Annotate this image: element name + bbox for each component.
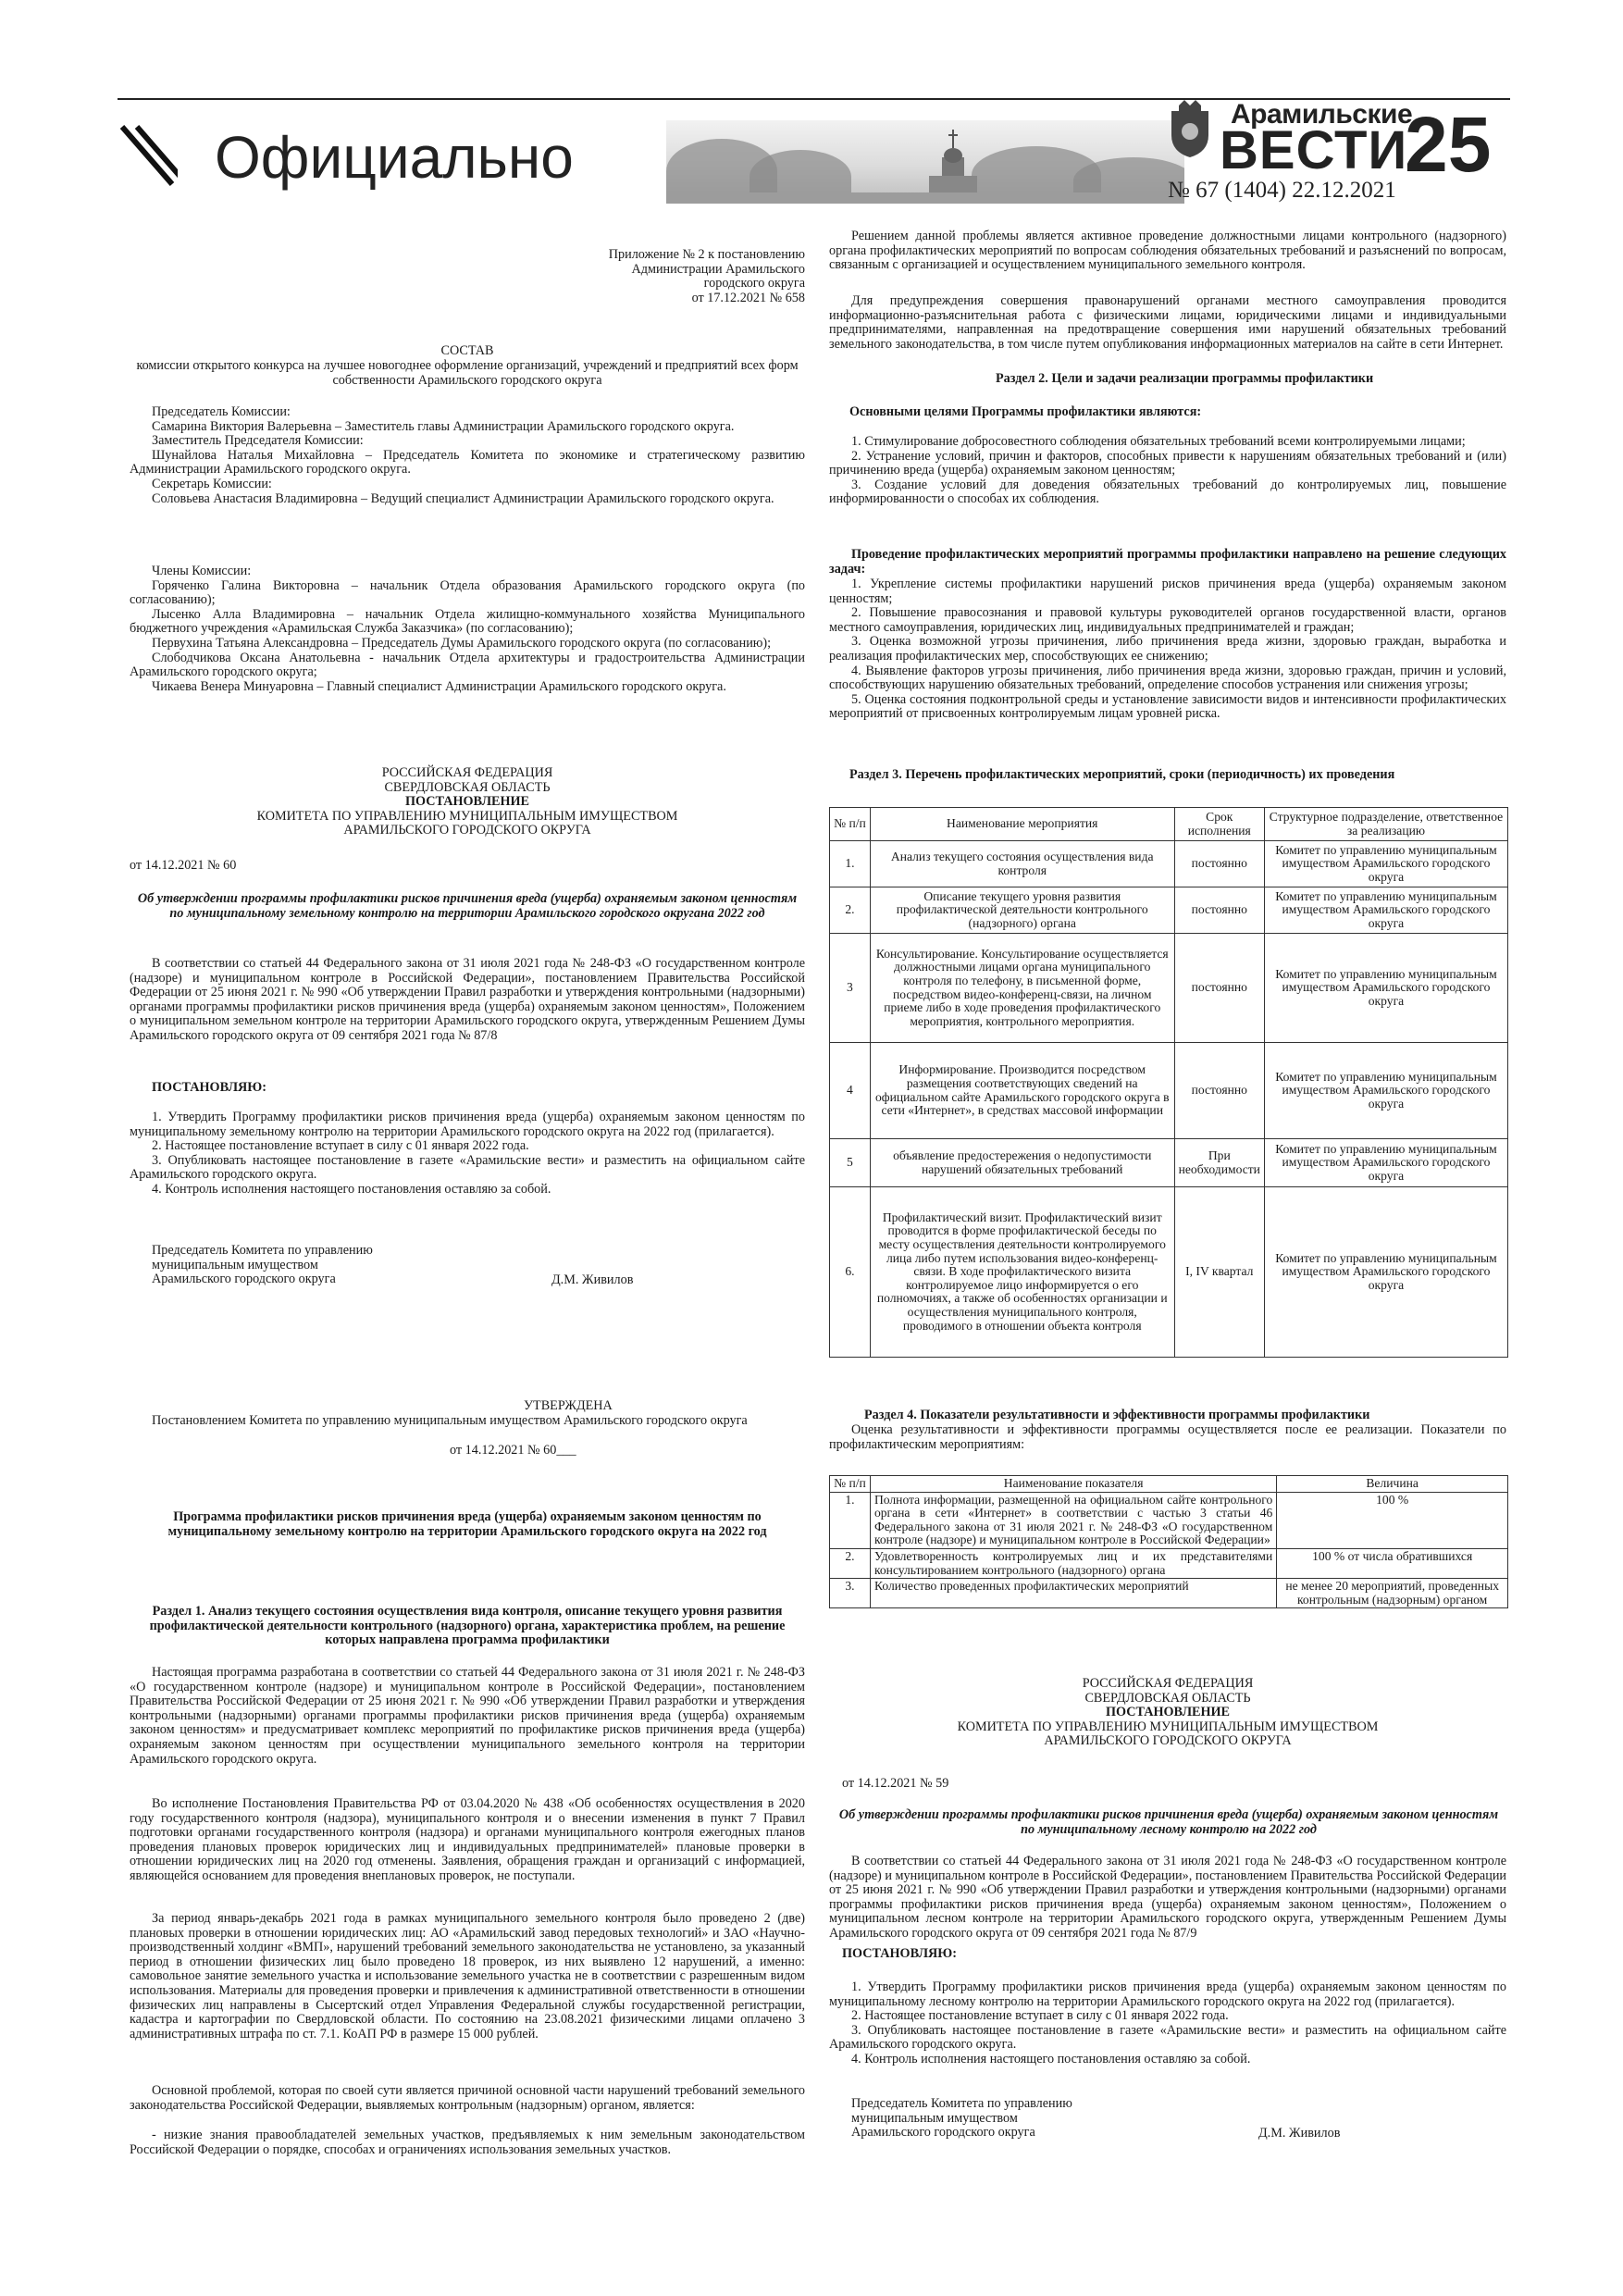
decree-item: 4. Контроль исполнения настоящего постановления оставляю за собой. bbox=[851, 2051, 1251, 2066]
decree-item: 2. Настоящее постановление вступает в силу с 01 января 2022 года. bbox=[851, 2008, 1229, 2024]
table-row bbox=[830, 1492, 1508, 1548]
cell-responsible: Комитет по управлению муниципальным имуществом Арамильского городского округа bbox=[1264, 934, 1507, 1043]
column-header: Срок исполнения bbox=[1174, 808, 1264, 841]
goal-item: 1. Стимулирование добросовестного соблюдения обязательных требований всеми контролируемыми лицами; bbox=[851, 434, 1466, 449]
cell-term: постоянно bbox=[1174, 887, 1264, 934]
table-row bbox=[830, 887, 1508, 934]
member-line: Соловьева Анастасия Владимировна – Ведущий специалист Администрации Арамильского городского округа. bbox=[152, 490, 774, 506]
tasks-list bbox=[829, 577, 1506, 722]
cell-term: постоянно bbox=[1174, 841, 1264, 887]
coat-of-arms-icon bbox=[1168, 98, 1212, 159]
section-1-paragraph: Во исполнение Постановления Правительства РФ от 03.04.2020 № 438 «Об особенностях осуществления в 2020 году государственного контроля (надзора), муниципального контроля и о внесении изменения в пункт 7 Правил подготовки органами государственного контроля (надзора) и органами муниципального контроля ежегодных планов проведения плановых проверок юридических лиц и индивидуальных предпринимателей» плановые проверки в отношении юридических лиц на 2020 год отменены. Заявления, обращения граждан и организаций с информацией, являющейся основанием для проведения внеплановых проверок, не поступали. bbox=[130, 1796, 805, 1883]
member-line: Слободчикова Оксана Анатольевна - начальник Отдела архитектуры и градостроительства Администрации Арамильского городского округа; bbox=[130, 650, 805, 680]
cell-term: При необходимости bbox=[1174, 1139, 1264, 1187]
approved-label: УТВЕРЖДЕНА bbox=[524, 1398, 613, 1413]
decree-items-60 bbox=[130, 1111, 805, 1198]
appendix-block bbox=[518, 248, 805, 305]
rf-line: РОССИЙСКАЯ ФЕДЕРАЦИЯ bbox=[381, 765, 553, 780]
table-row bbox=[830, 1043, 1508, 1139]
cell-term: постоянно bbox=[1174, 1043, 1264, 1139]
appendix-line: городского округа bbox=[703, 276, 805, 292]
cell-number: 1. bbox=[830, 1492, 871, 1548]
section-1-title: Раздел 1. Анализ текущего состояния осуществления вида контроля, описание текущего уровня развития профилактической деятельности контрольного (надзорного) органа, характеристика проблем, на решение которых направлена программа профилактики bbox=[149, 1604, 786, 1648]
section-2-title: Раздел 2. Цели и задачи реализации программы профилактики bbox=[996, 371, 1374, 386]
decree-body-59: В соответствии со статьей 44 Федерального закона от 31 июля 2021 года № 248-ФЗ «О государственном контроле (надзоре) и муниципальном контроле в Российской Федерации», постановлением Правительства Российской Федерации от 25 июня 2021 г. № 990 «Об утверждении Правил разработки и утверждения контрольными (надзорными) органами программы профилактики рисков причинения вреда (ущерба) охраняемым законом ценностям», Положением о муниципальном лесном контроле на территории Арамильского городского округа, утвержденным Решением Думы Арамильского городского округа от 09 сентября 2021 года № 87/9 bbox=[829, 1854, 1506, 1941]
section-1-paragraph: - низкие знания правообладателей земельных участков, предъявляемых к ним земельным законодательством Российской Федерации о порядке, способах и ограничениях использования земельных участков. bbox=[130, 2128, 805, 2157]
section-4-text: Оценка результативности и эффективности программы осуществляется после ее реализации. Показатели по профилактическим мероприятиям: bbox=[829, 1422, 1506, 1452]
member-line: Чикаева Венера Минуаровна – Главный специалист Администрации Арамильского городского округа. bbox=[152, 678, 726, 694]
section-3-title: Раздел 3. Перечень профилактических мероприятий, сроки (периодичность) их проведения bbox=[849, 767, 1395, 782]
cell-measure: Информирование. Производится посредством размещения соответствующих сведений на официальном сайте Арамильского городского округа в сети «Интернет», в средствах массовой информации bbox=[870, 1043, 1174, 1139]
decree-items-59 bbox=[829, 1980, 1506, 2067]
cell-responsible: Комитет по управлению муниципальным имуществом Арамильского городского округа bbox=[1264, 841, 1507, 887]
member-line: Самарина Виктория Валерьевна – Заместитель главы Администрации Арамильского городского округа. bbox=[152, 418, 735, 434]
cell-measure: Консультирование. Консультирование осуществляется должностными лицами органа муниципального контроля по телефону, в письменной форме, посредством видео-конференц-связи, на личном приеме либо в ходе проведения профилактического мероприятия, контрольного мероприятия. bbox=[870, 934, 1174, 1043]
column-header: Структурное подразделение, ответственное за реализацию bbox=[1264, 808, 1507, 841]
cell-number: 2. bbox=[830, 887, 871, 934]
header-photo-banner bbox=[666, 120, 1184, 204]
cell-measure: Профилактический визит. Профилактический визит проводится в форме профилактической беседы по месту осуществления деятельности контролируемого лица либо путем использования видео-конференц-связи. В ходе профилактического визита контролируемое лицо информируется о его полномочиях, а также об особенностях организации и осуществления муниципального контроля, проводимого в отношении объекта контроля bbox=[870, 1187, 1174, 1358]
member-line: Заместитель Председателя Комиссии: bbox=[152, 433, 364, 449]
logo-top: Арамильские bbox=[1231, 99, 1413, 130]
sign-line: муниципальным имуществом bbox=[851, 2110, 1018, 2126]
sostav-title: СОСТАВ bbox=[440, 343, 494, 358]
decree-word: ПОСТАНОВЛЕНИЕ bbox=[1105, 1705, 1231, 1720]
goals-title: Основными целями Программы профилактики являются: bbox=[849, 404, 1202, 419]
member-line: Секретарь Комиссии: bbox=[152, 476, 272, 491]
decree-item: 3. Опубликовать настоящее постановление в газете «Арамильские вести» и разместить на официальном сайте Арамильского городского округа. bbox=[829, 2022, 1506, 2053]
cell-indicator: Удовлетворенность контролируемых лиц и их представителями консультированием контрольного (надзорного) органа bbox=[870, 1548, 1276, 1578]
cell-responsible: Комитет по управлению муниципальным имуществом Арамильского городского округа bbox=[1264, 887, 1507, 934]
decree-title-59: Об утверждении программы профилактики рисков причинения вреда (ущерба) охраняемым законом ценностям по муниципальному лесному контролю на 2022 год bbox=[838, 1807, 1499, 1837]
column-header: Наименование мероприятия bbox=[870, 808, 1174, 841]
region-line: СВЕРДЛОВСКАЯ ОБЛАСТЬ bbox=[1084, 1690, 1251, 1706]
cell-number: 6. bbox=[830, 1187, 871, 1358]
member-line: Члены Комиссии: bbox=[152, 564, 252, 578]
cell-responsible: Комитет по управлению муниципальным имуществом Арамильского городского округа bbox=[1264, 1139, 1507, 1187]
cell-value: не менее 20 мероприятий, проведенных контрольным (надзорным) органом bbox=[1277, 1579, 1508, 1608]
page-number: 25 bbox=[1405, 101, 1492, 188]
section-1-paragraph: За период январь-декабрь 2021 года в рамках муниципального земельного контроля было проведено 2 (две) плановых проверки в отношении юридических лиц: АО «Арамильский завод передовых технологий» и ЗАО «Научно-производственный холдинг «ВМП», нарушений требований земельного законодательства не установлено, за указанный период в отношении физических лиц было проведено 18 проверок, из них выявлено 12 нарушений, а именно: самовольное занятие земельного участка и использование земельного участка не в соответствии с разрешенным видом использования. Материалы для проведения проверки и привлечения к административной ответственности в отношении физических лиц направлены в Сысертский отдел Управления Федеральной службы государственной регистрации, кадастра и картографии по Свердловской области. По состоянию на 23.08.2021 физическими лицами оплачено 3 административных штрафа по ст. 7.1. КоАП РФ в размере 15 000 рублей. bbox=[130, 1911, 805, 2042]
committee-line: КОМИТЕТА ПО УПРАВЛЕНИЮ МУНИЦИПАЛЬНЫМ ИМУЩЕСТВОМ bbox=[256, 808, 678, 824]
decree-header-60 bbox=[130, 766, 805, 838]
cell-number: 3 bbox=[830, 934, 871, 1043]
district-line: АРАМИЛЬСКОГО ГОРОДСКОГО ОКРУГА bbox=[1044, 1733, 1292, 1749]
right-paragraph: Решением данной проблемы является активное проведение должностными лицами контрольного (надзорного) органа профилактических мероприятий по вопросам соблюдения обязательных требований и разъяснений по вопросам, связанным с организацией и осуществлением муниципального земельного контроля. bbox=[829, 229, 1506, 273]
decree-item: 1. Утвердить Программу профилактики рисков причинения вреда (ущерба) охраняемым законом ценностям по муниципальному земельному контролю на территории Арамильского городского округа на 2022 год (прилагается). bbox=[130, 1110, 805, 1139]
program-title: Программа профилактики рисков причинения вреда (ущерба) охраняемым законом ценностям по муниципальному земельному контролю на территории Арамильского городского округа на 2022 год bbox=[167, 1509, 767, 1539]
task-item: 3. Оценка возможной угрозы причинения, либо причинения вреда жизни, здоровью граждан, выработка и реализация профилактических мер, способствующих ее снижению; bbox=[829, 634, 1506, 664]
goal-item: 3. Создание условий для доведения обязательных требований до контролируемых лиц, повышение информированности о способах их соблюдения. bbox=[829, 477, 1506, 507]
appendix-line: Приложение № 2 к постановлению bbox=[608, 247, 805, 262]
cell-number: 3. bbox=[830, 1579, 871, 1608]
decree-item: 3. Опубликовать настоящее постановление в газете «Арамильские вести» и разместить на официальном сайте Арамильского городского округа. bbox=[130, 1152, 805, 1183]
decree-date-60: от 14.12.2021 № 60 bbox=[130, 858, 237, 873]
table-row bbox=[830, 1548, 1508, 1578]
tasks-title: Проведение профилактических мероприятий программы профилактики направлено на решение следующих задач: bbox=[829, 547, 1506, 577]
decree-item: 4. Контроль исполнения настоящего постановления оставляю за собой. bbox=[152, 1181, 551, 1197]
cell-term: постоянно bbox=[1174, 934, 1264, 1043]
commission-members bbox=[130, 565, 805, 694]
column-header: Величина bbox=[1277, 1476, 1508, 1493]
section-1-paragraph: Настоящая программа разработана в соответствии со статьей 44 Федерального закона от 31 июля 2021 г. № 248-ФЗ «О государственном контроле (надзоре) и муниципальном контроле в Российской Федерации», постановлением Правительства Российской Федерации от 25 июня 2021 г. № 990 «Об утверждении Правил разработки и утверждения контрольными (надзорными) органами программы профилактики рисков причинения вреда (ущерба) охраняемым законом ценностям» и предусматривает комплекс мероприятий по профилактике рисков причинения вреда (ущерба) охраняемым законом ценностям при осуществлении муниципального земельного контроля на территории Арамильского городского округа. bbox=[130, 1665, 805, 1767]
sign-line: муниципальным имуществом bbox=[152, 1257, 318, 1272]
cell-number: 1. bbox=[830, 841, 871, 887]
table-header-row bbox=[830, 808, 1508, 841]
cell-value: 100 % от числа обратившихся bbox=[1277, 1548, 1508, 1578]
table-row bbox=[830, 934, 1508, 1043]
decree-item: 1. Утвердить Программу профилактики рисков причинения вреда (ущерба) охраняемым законом ценностям по муниципальному лесному контролю на территории Арамильского городского округа на 2022 год (прилагается). bbox=[829, 1980, 1506, 2009]
column-header: № п/п bbox=[830, 808, 871, 841]
signature-block-60 bbox=[130, 1244, 592, 1287]
decree-item: 2. Настоящее постановление вступает в силу с 01 января 2022 года. bbox=[152, 1138, 529, 1154]
committee-line: КОМИТЕТА ПО УПРАВЛЕНИЮ МУНИЦИПАЛЬНЫМ ИМУЩЕСТВОМ bbox=[957, 1719, 1379, 1734]
rf-line: РОССИЙСКАЯ ФЕДЕРАЦИЯ bbox=[1082, 1676, 1254, 1691]
sign-line: Председатель Комитета по управлению bbox=[851, 2096, 1072, 2111]
table-header-row bbox=[830, 1476, 1508, 1493]
indicators-table bbox=[829, 1475, 1508, 1608]
goals-list bbox=[829, 435, 1506, 507]
cell-responsible: Комитет по управлению муниципальным имуществом Арамильского городского округа bbox=[1264, 1043, 1507, 1139]
appendix-line: Администрации Арамильского bbox=[631, 261, 805, 277]
signature-block-59 bbox=[829, 2097, 1292, 2141]
decree-body-60: В соответствии со статьей 44 Федерального закона от 31 июля 2021 года № 248-ФЗ «О государственном контроле (надзоре) и муниципальном контроле в Российской Федерации», постановлением Правительства Российской Федерации от 25 июня 2021 г. № 990 «Об утверждении Правил разработки и утверждения контрольными (надзорными) органами программы профилактики рисков причинения вреда (ущерба) охраняемым законом ценностям», Положением о муниципальном земельном контроле на территории Арамильского городского округа, утвержденным Решением Думы Арамильского городского округа от 09 сентября 2021 года № 87/8 bbox=[130, 956, 805, 1043]
table-row bbox=[830, 841, 1508, 887]
table-row bbox=[830, 1139, 1508, 1187]
task-item: 4. Выявление факторов угрозы причинения, либо причинения вреда жизни, здоровью граждан, причин и условий, способствующих нарушению обязательных требований, определение способов устранения или снижения угрозы; bbox=[829, 663, 1506, 693]
cell-indicator: Полнота информации, размещенной на официальном сайте контрольного органа в сети «Интернет» в соответствии с частью 3 статьи 46 Федерального закона от 31 июля 2021 г. № 248-ФЗ «О государственном контроле (надзоре) и муниципальном контроле в Российской Федерации» bbox=[870, 1492, 1276, 1548]
sign-line: Арамильского городского округа bbox=[851, 2125, 1035, 2141]
cell-term: I, IV квартал bbox=[1174, 1187, 1264, 1358]
commission-leaders bbox=[130, 405, 805, 506]
section-1-paragraph: Основной проблемой, которая по своей сути является причиной основной части нарушений требований земельного законодательства Российской Федерации, выявляемых контрольным (надзорным) органом, является: bbox=[130, 2083, 805, 2113]
region-line: СВЕРДЛОВСКАЯ ОБЛАСТЬ bbox=[384, 779, 551, 795]
column-header: № п/п bbox=[830, 1476, 871, 1493]
task-item: 1. Укрепление системы профилактики нарушений рисков причинения вреда (ущерба) охраняемым законом ценностям; bbox=[829, 577, 1506, 606]
member-line: Лысенко Алла Владимировна – начальник Отдела жилищно-коммунального хозяйства Муниципального бюджетного учреждения «Арамильская Служба Заказчика» (по согласованию); bbox=[130, 606, 805, 637]
cell-responsible: Комитет по управлению муниципальным имуществом Арамильского городского округа bbox=[1264, 1187, 1507, 1358]
column-header: Наименование показателя bbox=[870, 1476, 1276, 1493]
table-row bbox=[830, 1187, 1508, 1358]
task-item: 2. Повышение правосознания и правовой культуры руководителей органов государственной власти, органов местного самоуправления, юридических лиц, индивидуальных предпринимателей и граждан; bbox=[829, 605, 1506, 635]
postanovlyayu-59: ПОСТАНОВЛЯЮ: bbox=[842, 1946, 958, 1961]
district-line: АРАМИЛЬСКОГО ГОРОДСКОГО ОКРУГА bbox=[343, 823, 591, 838]
measures-table bbox=[829, 807, 1508, 1358]
decree-header-59 bbox=[829, 1677, 1506, 1749]
appendix-line: от 17.12.2021 № 658 bbox=[691, 290, 805, 305]
sign-line: Председатель Комитета по управлению bbox=[152, 1243, 373, 1258]
cell-number: 5 bbox=[830, 1139, 871, 1187]
cell-number: 2. bbox=[830, 1548, 871, 1578]
decree-date-59: от 14.12.2021 № 59 bbox=[842, 1776, 949, 1791]
decree-title-60: Об утверждении программы профилактики рисков причинения вреда (ущерба) охраняемым законом ценностям по муниципальному земельному контролю на территории Арамильского городского округана 2022 год bbox=[137, 891, 798, 921]
cell-measure: объявление предостережения о недопустимости нарушений обязательных требований bbox=[870, 1139, 1174, 1187]
signer-name-59: Д.М. Живилов bbox=[1258, 2126, 1341, 2141]
approved-date: от 14.12.2021 № 60___ bbox=[450, 1443, 576, 1458]
task-item: 5. Оценка состояния подконтрольной среды и установление зависимости видов и интенсивности профилактических мероприятий от присвоенных контролируемым лицам уровней риска. bbox=[829, 691, 1506, 722]
cell-number: 4 bbox=[830, 1043, 871, 1139]
right-paragraph: Для предупреждения совершения правонарушений органами местного самоуправления проводится информационно-разъяснительная работа с физическими лицами, юридическими лицами и индивидуальными предпринимателями, направленная на предотвращение совершения ими нарушений обязательных требований земельного законодательства, в том числе путем опубликования информационных материалов на сайте в сети Интернет. bbox=[829, 293, 1506, 352]
member-line: Первухина Татьяна Александровна – Председатель Думы Арамильского городского округа (по согласованию); bbox=[152, 635, 772, 651]
table-row bbox=[830, 1579, 1508, 1608]
cell-measure: Описание текущего уровня развития профилактической деятельности контрольного (надзорного) органа bbox=[870, 887, 1174, 934]
section-slash-icon bbox=[118, 123, 178, 188]
issue-line: № 67 (1404) 22.12.2021 bbox=[1168, 178, 1396, 203]
cell-value: 100 % bbox=[1277, 1492, 1508, 1548]
section-title: Официально bbox=[215, 124, 574, 191]
cell-indicator: Количество проведенных профилактических мероприятий bbox=[870, 1579, 1276, 1608]
sostav-subtitle: комиссии открытого конкурса на лучшее новогоднее оформление организаций, учреждений и предприятий всех форм собственности Арамильского городского округа bbox=[136, 358, 799, 388]
logo-bottom: ВЕСТИ bbox=[1220, 120, 1408, 180]
cell-measure: Анализ текущего состояния осуществления вида контроля bbox=[870, 841, 1174, 887]
decree-word: ПОСТАНОВЛЕНИЕ bbox=[404, 794, 530, 810]
signer-name-60: Д.М. Живилов bbox=[551, 1272, 634, 1287]
postanovlyayu-60: ПОСТАНОВЛЯЮ: bbox=[152, 1080, 267, 1095]
member-line: Председатель Комиссии: bbox=[152, 404, 291, 419]
member-line: Шунайлова Наталья Михайловна – Председатель Комитета по экономике и стратегическому развитию Администрации Арамильского городского округа. bbox=[130, 447, 805, 478]
approved-text: Постановлением Комитета по управлению муниципальным имуществом Арамильского городского округа bbox=[152, 1413, 748, 1428]
member-line: Горяченко Галина Викторовна – начальник Отдела образования Арамильского городского округа (по согласованию); bbox=[130, 577, 805, 608]
goal-item: 2. Устранение условий, причин и факторов, способных привести к нарушениям обязательных требований и (или) причинению вреда (ущерба) охраняемым законом ценностям; bbox=[829, 448, 1506, 478]
section-4-title: Раздел 4. Показатели результативности и эффективности программы профилактики bbox=[864, 1408, 1370, 1422]
sign-line: Арамильского городского округа bbox=[152, 1272, 336, 1287]
